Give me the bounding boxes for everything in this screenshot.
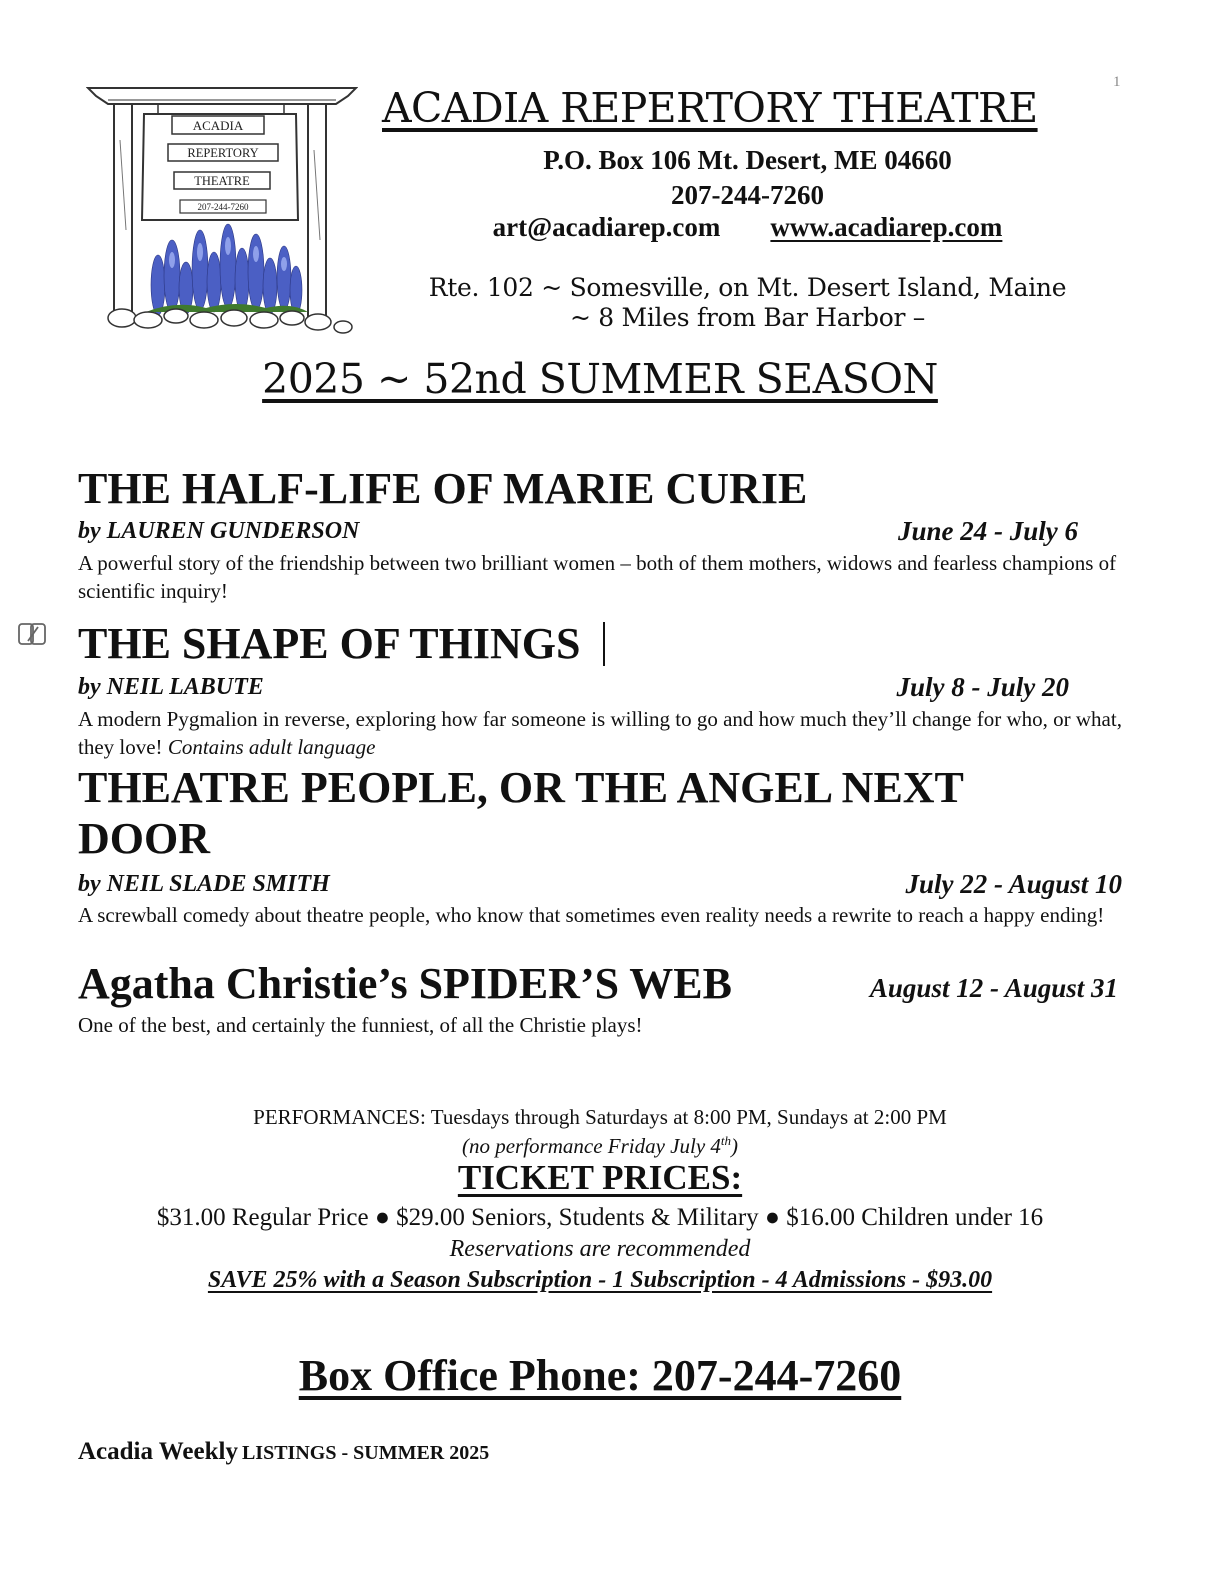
- show-author: by NEIL SLADE SMITH: [78, 871, 330, 897]
- theatre-logo: [86, 80, 358, 338]
- show-description: A powerful story of the friendship between two brilliant women – both of them mothers, widows and fearless champions of scientific inquiry!: [78, 551, 1117, 603]
- show-author: by NEIL LABUTE: [78, 674, 264, 700]
- website-link[interactable]: www.acadiarep.com: [770, 212, 1003, 242]
- logo-sign-line-1: ACADIA: [192, 118, 244, 133]
- reservations-note: Reservations are recommended: [449, 1236, 751, 1262]
- text-cursor: [603, 622, 605, 666]
- show-dates: June 24 - July 6: [897, 516, 1078, 546]
- show-title: THE SHAPE OF THINGS: [78, 619, 581, 668]
- show-title: Agatha Christie’s SPIDER’S WEB: [78, 959, 732, 1008]
- page-number: 1: [1113, 74, 1121, 90]
- ticket-prices: $31.00 Regular Price ● $29.00 Seniors, Students & Military ● $16.00 Children under 16: [156, 1204, 1044, 1231]
- ticket-prices-heading: TICKET PRICES:: [457, 1158, 743, 1197]
- subscription-offer: SAVE 25% with a Season Subscription - 1 Subscription - 4 Admissions - $93.00: [207, 1267, 993, 1293]
- email-link[interactable]: art@acadiarep.com: [492, 212, 721, 242]
- show-author: by LAUREN GUNDERSON: [78, 518, 360, 544]
- distance-line: ~ 8 Miles from Bar Harbor –: [570, 303, 925, 332]
- logo-sign-line-2: REPERTORY: [187, 146, 259, 160]
- location-line: Rte. 102 ~ Somesville, on Mt. Desert Island, Maine: [428, 273, 1067, 302]
- show-dates: August 12 - August 31: [869, 973, 1118, 1003]
- performance-schedule: PERFORMANCES: Tuesdays through Saturdays at 8:00 PM, Sundays at 2:00 PM: [253, 1105, 947, 1129]
- logo-sign-line-3: THEATRE: [194, 174, 250, 188]
- box-office-phone: Box Office Phone: 207-244-7260: [298, 1351, 902, 1400]
- listing-label: LISTINGS - SUMMER 2025: [241, 1442, 490, 1464]
- publication-name: Acadia Weekly: [78, 1438, 238, 1465]
- season-title: 2025 ~ 52nd SUMMER SEASON: [262, 355, 938, 403]
- show-description: A screwball comedy about theatre people, who know that sometimes even reality needs a rewrite to reach a happy ending!: [78, 903, 1105, 927]
- show-title: THE HALF-LIFE OF MARIE CURIE: [78, 464, 808, 513]
- mailing-address: P.O. Box 106 Mt. Desert, ME 04660: [543, 145, 952, 175]
- edit-handle-icon[interactable]: [16, 619, 50, 649]
- show-title-line-2: DOOR: [78, 814, 210, 863]
- contact-row: [380, 212, 1115, 243]
- show-dates: July 22 - August 10: [905, 869, 1122, 899]
- listing-footer: [78, 1438, 489, 1466]
- show-dates: July 8 - July 20: [896, 672, 1069, 702]
- theatre-title: ACADIA REPERTORY THEATRE: [382, 84, 1038, 132]
- performance-exception: (no performance Friday July 4th): [461, 1133, 739, 1158]
- show-description: A modern Pygmalion in reverse, exploring how far someone is willing to go and how much they’ll change for who, or what, they love! Contains adult language: [78, 707, 1122, 759]
- show-title-line-1: THEATRE PEOPLE, OR THE ANGEL NEXT: [78, 763, 964, 812]
- show-description: One of the best, and certainly the funniest, of all the Christie plays!: [78, 1013, 643, 1037]
- content-note: Contains adult language: [167, 735, 376, 759]
- logo-sign-line-4: 207-244-7260: [197, 202, 249, 212]
- phone-number: 207-244-7260: [671, 180, 824, 210]
